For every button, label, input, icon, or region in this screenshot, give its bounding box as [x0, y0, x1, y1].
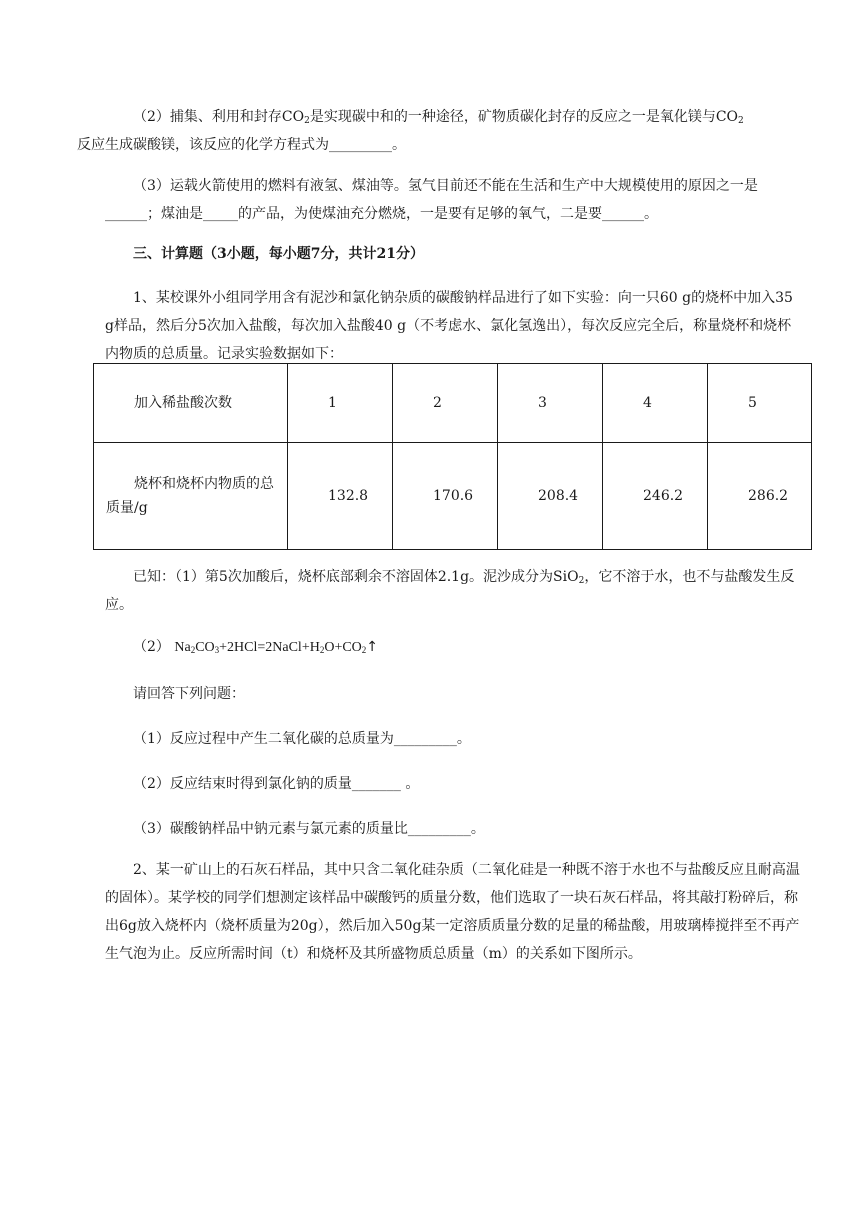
known-2-prefix: （2） [133, 639, 175, 655]
chemical-equation [174, 640, 378, 655]
eq-part: Na [174, 640, 191, 655]
subscript: 2 [304, 116, 310, 126]
question-2-part-2 [77, 103, 805, 159]
subscript: 2 [319, 645, 325, 655]
eq-part: +2HCl=2NaCl+H [219, 640, 320, 655]
sub-question-2: （2）反应结束时得到氯化钠的质量_______ 。 [133, 776, 420, 792]
table-cell: 5 [708, 364, 812, 443]
table-cell: 170.6 [393, 443, 498, 550]
table-cell: 2 [393, 364, 498, 443]
problem-1-intro: 1、某校课外小组同学用含有泥沙和氯化钠杂质的碳酸钠样品进行了如下实验：向一只60 g的烧杯中加入35 g样品，然后分5次加入盐酸，每次加入盐酸40 g（不考虑水、氯化氢逸出），每次反应完全后，称量烧杯和烧杯内物质的总质量。记录实验数据如下： [105, 290, 793, 362]
answer-prompt: 请回答下列问题： [133, 686, 245, 702]
table-cell: 286.2 [708, 443, 812, 550]
problem-2-intro: 2、某一矿山上的石灰石样品，其中只含二氧化硅杂质（二氧化硅是一种既不溶于水也不与盐酸反应且耐高温的固体）。某学校的同学们想测定该样品中碳酸钙的质量分数，他们选取了一块石灰石样品，将其敲打粉碎后，称出6g放入烧杯内（烧杯质量为20g），然后加入50g某一定溶质质量分数的足量的稀盐酸，用玻璃棒搅拌至不再产生气泡为止。反应所需时间（t）和烧杯及其所盛物质总质量（m）的关系如下图所示。 [105, 862, 800, 962]
experiment-data-table [93, 363, 812, 550]
sub-question-3: （3）碳酸钠样品中钠元素与氯元素的质量比_________。 [133, 821, 485, 837]
eq-part: CO [195, 640, 215, 655]
table-cell: 132.8 [288, 443, 393, 550]
known-condition-1 [105, 563, 805, 619]
subscript: 3 [214, 645, 220, 655]
table-header-cell: 加入稀盐酸次数 [94, 364, 288, 443]
known-1-text-a: 已知：（1）第5次加酸后，烧杯底部剩余不溶固体2.1g。泥沙成分为SiO [133, 569, 579, 585]
table-row [94, 443, 812, 550]
known-1-text-b: ，它不溶于水，也不与盐酸发生反应。 [105, 569, 795, 613]
q2-2-text-a: （2）捕集、利用和封存CO [133, 109, 305, 125]
subscript: 2 [361, 645, 367, 655]
eq-part: O+CO [324, 640, 362, 655]
q2-2-text-c: 反应生成碳酸镁，该反应的化学方程式为_________。 [77, 137, 406, 153]
gas-arrow-icon: ↑ [366, 639, 379, 655]
table-cell: 208.4 [498, 443, 603, 550]
section-heading: 三、计算题（3小题，每小题7分，共计21分） [133, 246, 424, 262]
table-cell: 4 [603, 364, 708, 443]
sub-question-1: （1）反应过程中产生二氧化碳的总质量为_________。 [133, 731, 471, 747]
table-cell: 3 [498, 364, 603, 443]
question-2-part-3: （3）运载火箭使用的燃料有液氢、煤油等。氢气目前还不能在生活和生产中大规模使用的原因之一是______；煤油是_____的产品，为使煤油充分燃烧，一是要有足够的氧气，二是要______。 [105, 178, 758, 222]
subscript: 2 [578, 576, 585, 586]
table-header-cell: 烧杯和烧杯内物质的总质量/g [94, 443, 288, 550]
table-row [94, 364, 812, 443]
table-cell: 1 [288, 364, 393, 443]
subscript: 2 [190, 645, 196, 655]
table-cell: 246.2 [603, 443, 708, 550]
q2-2-text-b: 是实现碳中和的一种途径，矿物质碳化封存的反应之一是氧化镁与CO [309, 109, 739, 125]
subscript: 2 [738, 116, 744, 126]
known-condition-2 [105, 633, 805, 662]
